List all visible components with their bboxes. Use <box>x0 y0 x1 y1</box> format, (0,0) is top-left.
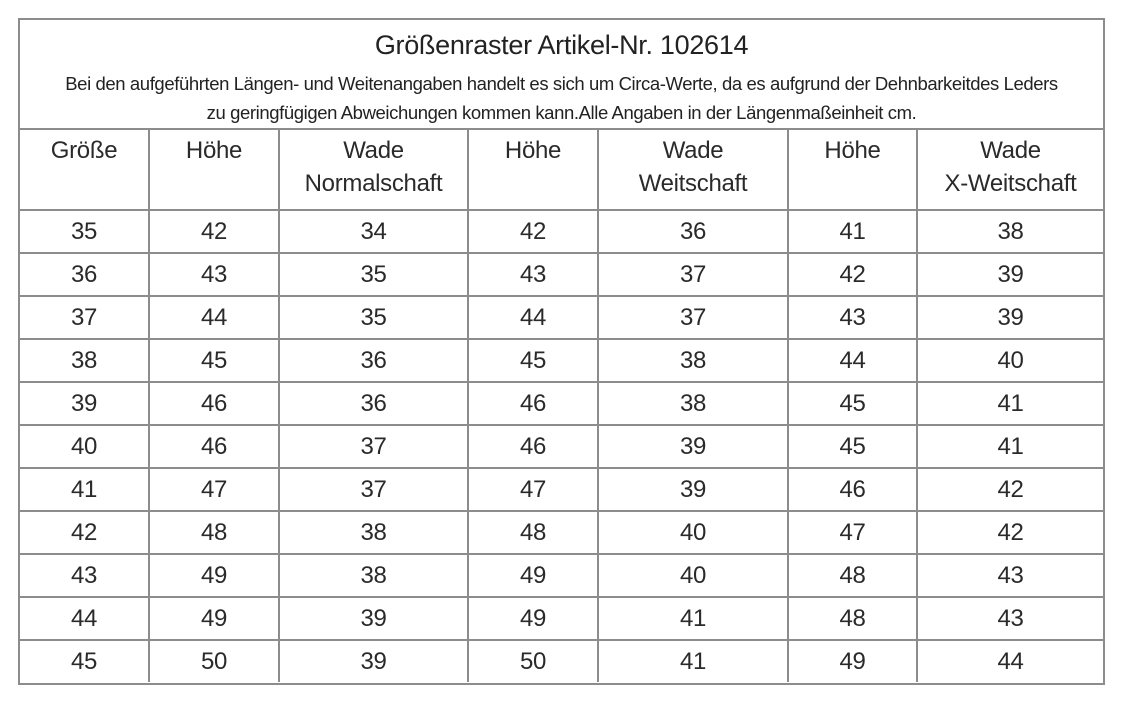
table-cell: 41 <box>917 425 1103 468</box>
table-row <box>20 253 1103 296</box>
table-cell: 45 <box>788 425 917 468</box>
table-cell: 41 <box>598 640 788 682</box>
table-cell: 50 <box>149 640 279 682</box>
table-row <box>20 511 1103 554</box>
column-header-sublabel: Normalschaft <box>304 170 443 197</box>
table-row <box>20 296 1103 339</box>
table-cell: 49 <box>788 640 917 682</box>
table-cell: 38 <box>598 339 788 382</box>
table-cell: 42 <box>20 511 149 554</box>
column-header-wade-weitschaft <box>598 130 788 210</box>
table-cell: 42 <box>917 511 1103 554</box>
table-cell: 41 <box>788 210 917 253</box>
column-header-groesse <box>20 130 149 210</box>
column-header-label: Wade <box>343 137 404 164</box>
table-cell: 37 <box>20 296 149 339</box>
table-cell: 40 <box>20 425 149 468</box>
size-chart <box>18 18 1105 685</box>
column-header-wade-normalschaft <box>279 130 468 210</box>
column-header-label: Größe <box>50 137 118 164</box>
table-cell: 37 <box>598 253 788 296</box>
table-cell: 45 <box>149 339 279 382</box>
table-row <box>20 468 1103 511</box>
size-table <box>20 130 1103 682</box>
table-cell: 46 <box>149 425 279 468</box>
table-cell: 42 <box>788 253 917 296</box>
column-header-sublabel: X-Weitschaft <box>944 170 1077 197</box>
table-cell: 42 <box>149 210 279 253</box>
column-header-label: Höhe <box>824 137 881 164</box>
table-row <box>20 425 1103 468</box>
table-cell: 37 <box>598 296 788 339</box>
table-row <box>20 210 1103 253</box>
table-cell: 40 <box>917 339 1103 382</box>
column-header-label: Wade <box>662 137 724 164</box>
table-cell: 46 <box>468 382 598 425</box>
table-cell: 49 <box>468 597 598 640</box>
table-cell: 46 <box>149 382 279 425</box>
table-cell: 37 <box>279 468 468 511</box>
table-cell: 42 <box>468 210 598 253</box>
table-row <box>20 597 1103 640</box>
column-header-label: Wade <box>980 137 1041 164</box>
table-row <box>20 339 1103 382</box>
table-cell: 43 <box>917 554 1103 597</box>
table-cell: 43 <box>20 554 149 597</box>
table-cell: 43 <box>149 253 279 296</box>
table-cell: 48 <box>468 511 598 554</box>
table-body <box>20 210 1103 682</box>
table-header-row <box>20 130 1103 210</box>
table-cell: 45 <box>788 382 917 425</box>
table-cell: 35 <box>20 210 149 253</box>
table-cell: 48 <box>149 511 279 554</box>
table-cell: 44 <box>788 339 917 382</box>
column-header-label: Höhe <box>185 137 243 164</box>
table-cell: 38 <box>598 382 788 425</box>
table-cell: 40 <box>598 511 788 554</box>
table-cell: 34 <box>279 210 468 253</box>
table-cell: 48 <box>788 597 917 640</box>
size-chart-title: Größenraster Artikel-Nr. 102614 <box>374 30 749 60</box>
column-header-hoehe-xweit <box>788 130 917 210</box>
table-cell: 42 <box>917 468 1103 511</box>
table-cell: 44 <box>468 296 598 339</box>
table-row <box>20 640 1103 682</box>
table-cell: 43 <box>788 296 917 339</box>
table-cell: 40 <box>598 554 788 597</box>
table-cell: 39 <box>279 640 468 682</box>
table-cell: 38 <box>20 339 149 382</box>
table-cell: 39 <box>598 425 788 468</box>
table-cell: 36 <box>279 382 468 425</box>
table-cell: 43 <box>468 253 598 296</box>
table-cell: 44 <box>917 640 1103 682</box>
table-cell: 41 <box>917 382 1103 425</box>
table-cell: 39 <box>20 382 149 425</box>
column-header-label: Höhe <box>504 137 562 164</box>
column-header-hoehe-weit <box>468 130 598 210</box>
table-cell: 39 <box>279 597 468 640</box>
table-cell: 36 <box>279 339 468 382</box>
table-cell: 47 <box>788 511 917 554</box>
table-cell: 36 <box>598 210 788 253</box>
table-row <box>20 382 1103 425</box>
table-cell: 45 <box>468 339 598 382</box>
table-cell: 43 <box>917 597 1103 640</box>
size-chart-note <box>30 69 1093 127</box>
note-line-2: zu geringfügigen Abweichungen kommen kann.Alle Angaben in der Längenmaßeinheit cm. <box>206 102 917 123</box>
column-header-sublabel: Weitschaft <box>638 170 748 197</box>
table-cell: 38 <box>279 554 468 597</box>
table-cell: 50 <box>468 640 598 682</box>
note-line-1: Bei den aufgeführten Längen- und Weitenangaben handelt es sich um Circa-Werte, da es aufgrund der Dehnbarkeitdes Leders <box>65 73 1058 94</box>
table-cell: 39 <box>598 468 788 511</box>
table-cell: 38 <box>279 511 468 554</box>
table-cell: 49 <box>149 597 279 640</box>
table-cell: 46 <box>788 468 917 511</box>
table-cell: 49 <box>468 554 598 597</box>
table-cell: 47 <box>149 468 279 511</box>
table-cell: 38 <box>917 210 1103 253</box>
table-cell: 44 <box>20 597 149 640</box>
table-cell: 44 <box>149 296 279 339</box>
table-cell: 36 <box>20 253 149 296</box>
table-cell: 46 <box>468 425 598 468</box>
column-header-hoehe-normal <box>149 130 279 210</box>
table-cell: 39 <box>917 253 1103 296</box>
table-cell: 37 <box>279 425 468 468</box>
table-cell: 35 <box>279 253 468 296</box>
table-cell: 49 <box>149 554 279 597</box>
table-cell: 41 <box>598 597 788 640</box>
table-cell: 41 <box>20 468 149 511</box>
size-chart-header <box>20 20 1103 130</box>
column-header-wade-xweitschaft <box>917 130 1103 210</box>
table-cell: 47 <box>468 468 598 511</box>
table-cell: 39 <box>917 296 1103 339</box>
table-cell: 45 <box>20 640 149 682</box>
table-cell: 35 <box>279 296 468 339</box>
table-row <box>20 554 1103 597</box>
table-cell: 48 <box>788 554 917 597</box>
